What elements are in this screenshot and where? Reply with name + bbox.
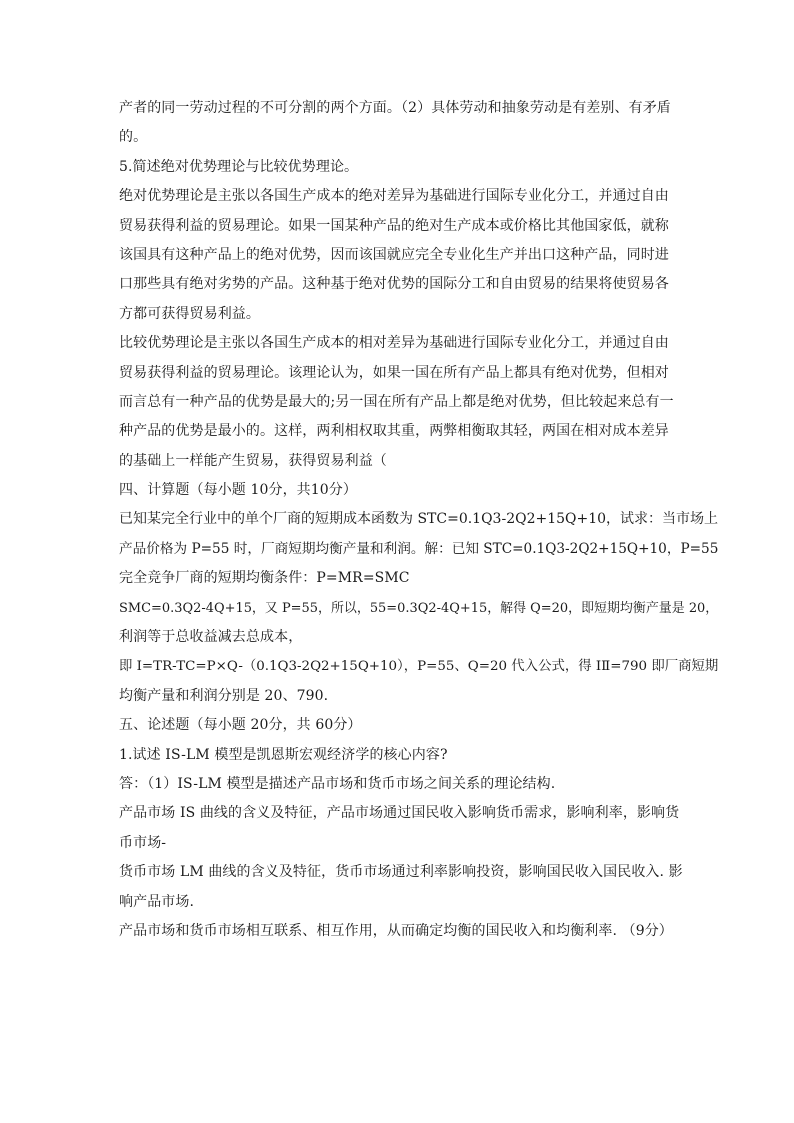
text-line: 贸易获得利益的贸易理论。如果一国某种产品的绝对生产成本或价格比其他国家低，就称 xyxy=(119,217,669,234)
text-line: 即 I=TR-TC=P×Q-（0.1Q3-2Q2+15Q+10），P=55、Q=20 代入公式，得 IⅡ=790 即厂商短期 xyxy=(119,659,719,675)
text-line: 已知某完全行业中的单个厂商的短期成本函数为 STC=0.1Q3-2Q2+15Q+10，试求：当市场上 xyxy=(119,511,719,528)
text-line: 均衡产量和利润分别是 20、790. xyxy=(119,687,329,704)
section-heading: 四、计算题（每小题 10分，共10分） xyxy=(119,482,357,499)
text-line: 产品市场 IS 曲线的含义及特征，产品市场通过国民收入影响货币需求，影响利率，影响货 xyxy=(119,805,680,822)
text-line: 产品价格为 P=55 时，厂商短期均衡产量和利润。解：已知 STC=0.1Q3-2Q2+15Q+10，P=55 xyxy=(119,540,719,557)
text-line: 的。 xyxy=(119,129,148,146)
question-heading: 1.试述 IS-LM 模型是凯恩斯宏观经济学的核心内容? xyxy=(119,746,448,763)
text-line: 答：（1）IS-LM 模型是描述产品市场和货币市场之间关系的理论结构. xyxy=(119,775,556,792)
text-line: 的基础上一样能产生贸易，获得贸易利益（ xyxy=(119,452,387,469)
text-line: 该国具有这种产品上的绝对优势，因而该国就应完全专业化生产并出口这种产品，同时进 xyxy=(119,246,669,263)
text-line: 比较优势理论是主张以各国生产成本的相对差异为基础进行国际专业化分工，并通过自由 xyxy=(119,335,669,352)
text-line: 完全竞争厂商的短期均衡条件：P=MR=SMC xyxy=(119,570,410,587)
question-heading: 5.简述绝对优势理论与比较优势理论。 xyxy=(119,158,359,175)
text-line: SMC=0.3Q2-4Q+15，又 P=55，所以，55=0.3Q2-4Q+15，解得 Q=20，即短期均衡产量是 20， xyxy=(119,600,719,616)
text-line: 产品市场和货币市场相互联系、相互作用，从而确定均衡的国民收入和均衡利率. （9分） xyxy=(119,922,673,939)
text-line: 贸易获得利益的贸易理论。该理论认为，如果一国在所有产品上都具有绝对优势，但相对 xyxy=(119,364,669,381)
text-line: 而言总有一种产品的优势是最大的;另一国在所有产品上都是绝对优势，但比较起来总有一 xyxy=(119,393,674,410)
text-line: 绝对优势理论是主张以各国生产成本的绝对差异为基础进行国际专业化分工，并通过自由 xyxy=(119,188,669,205)
text-line: 方都可获得贸易利益。 xyxy=(119,305,260,322)
text-line: 口那些具有绝对劣势的产品。这种基于绝对优势的国际分工和自由贸易的结果将使贸易各 xyxy=(119,276,669,293)
text-line: 产者的同一劳动过程的不可分割的两个方面。（2）具体劳动和抽象劳动是有差别、有矛盾 xyxy=(119,100,671,116)
text-line: 响产品市场. xyxy=(119,893,195,910)
text-line: 货币市场 LM 曲线的含义及特征，货币市场通过利率影响投资，影响国民收入国民收入. 影 xyxy=(119,864,683,881)
section-heading: 五、论述题（每小题 20分，共 60分） xyxy=(119,717,362,734)
document-body xyxy=(119,94,719,946)
text-line: 币市场- xyxy=(119,834,167,851)
text-line: 利润等于总收益减去总成本， xyxy=(119,629,303,646)
text-line: 种产品的优势是最小的。这样，两利相权取其重，两弊相衡取其轻，两国在相对成本差异 xyxy=(119,423,669,440)
